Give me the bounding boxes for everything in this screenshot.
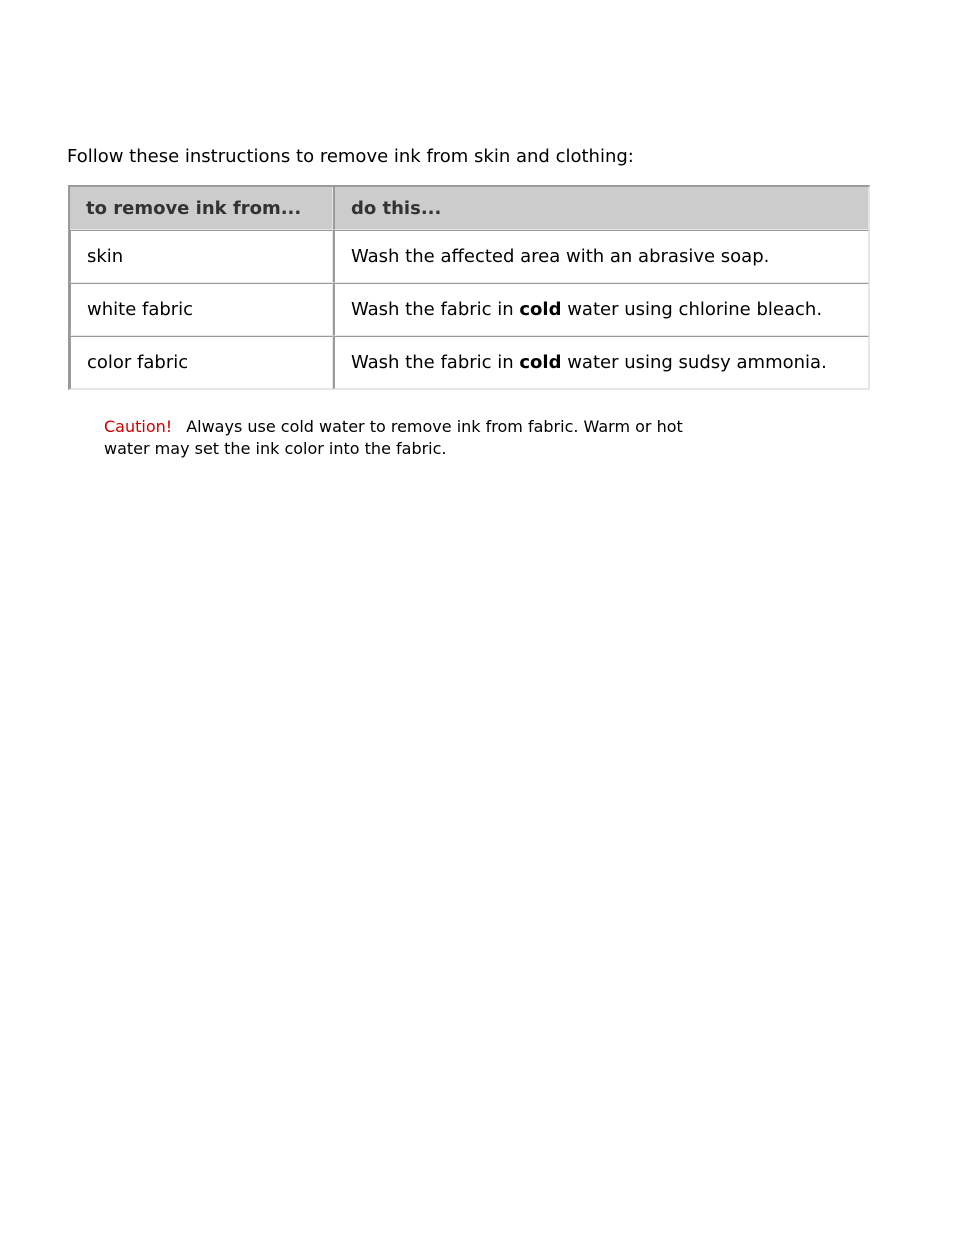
caution-label: Caution!	[104, 417, 173, 436]
instruction-text: Wash the fabric in	[351, 299, 520, 320]
table-row	[70, 283, 869, 336]
instruction-text: Wash the affected area with an abrasive soap.	[351, 246, 770, 267]
instruction-cell	[333, 336, 869, 389]
caution-note	[104, 416, 724, 460]
instruction-text-after: water using chlorine bleach.	[561, 299, 823, 320]
instruction-cell	[333, 283, 869, 336]
instruction-text: Wash the fabric in	[351, 352, 520, 373]
column-header-instruction: do this...	[333, 187, 869, 230]
surface-cell: color fabric	[70, 336, 333, 389]
surface-cell: skin	[70, 230, 333, 283]
table-header-row	[70, 187, 869, 230]
table-row	[70, 230, 869, 283]
table-row	[70, 336, 869, 389]
instruction-text-after: water using sudsy ammonia.	[561, 352, 827, 373]
surface-cell: white fabric	[70, 283, 333, 336]
instruction-cell	[333, 230, 869, 283]
caution-text: Always use cold water to remove ink from fabric. Warm or hot water may set the ink color into the fabric.	[104, 417, 683, 458]
instruction-emphasis: cold	[519, 299, 562, 320]
column-header-surface: to remove ink from...	[70, 187, 333, 230]
instruction-emphasis: cold	[519, 352, 562, 373]
ink-removal-table	[68, 185, 870, 390]
intro-text: Follow these instructions to remove ink from skin and clothing:	[67, 146, 634, 167]
